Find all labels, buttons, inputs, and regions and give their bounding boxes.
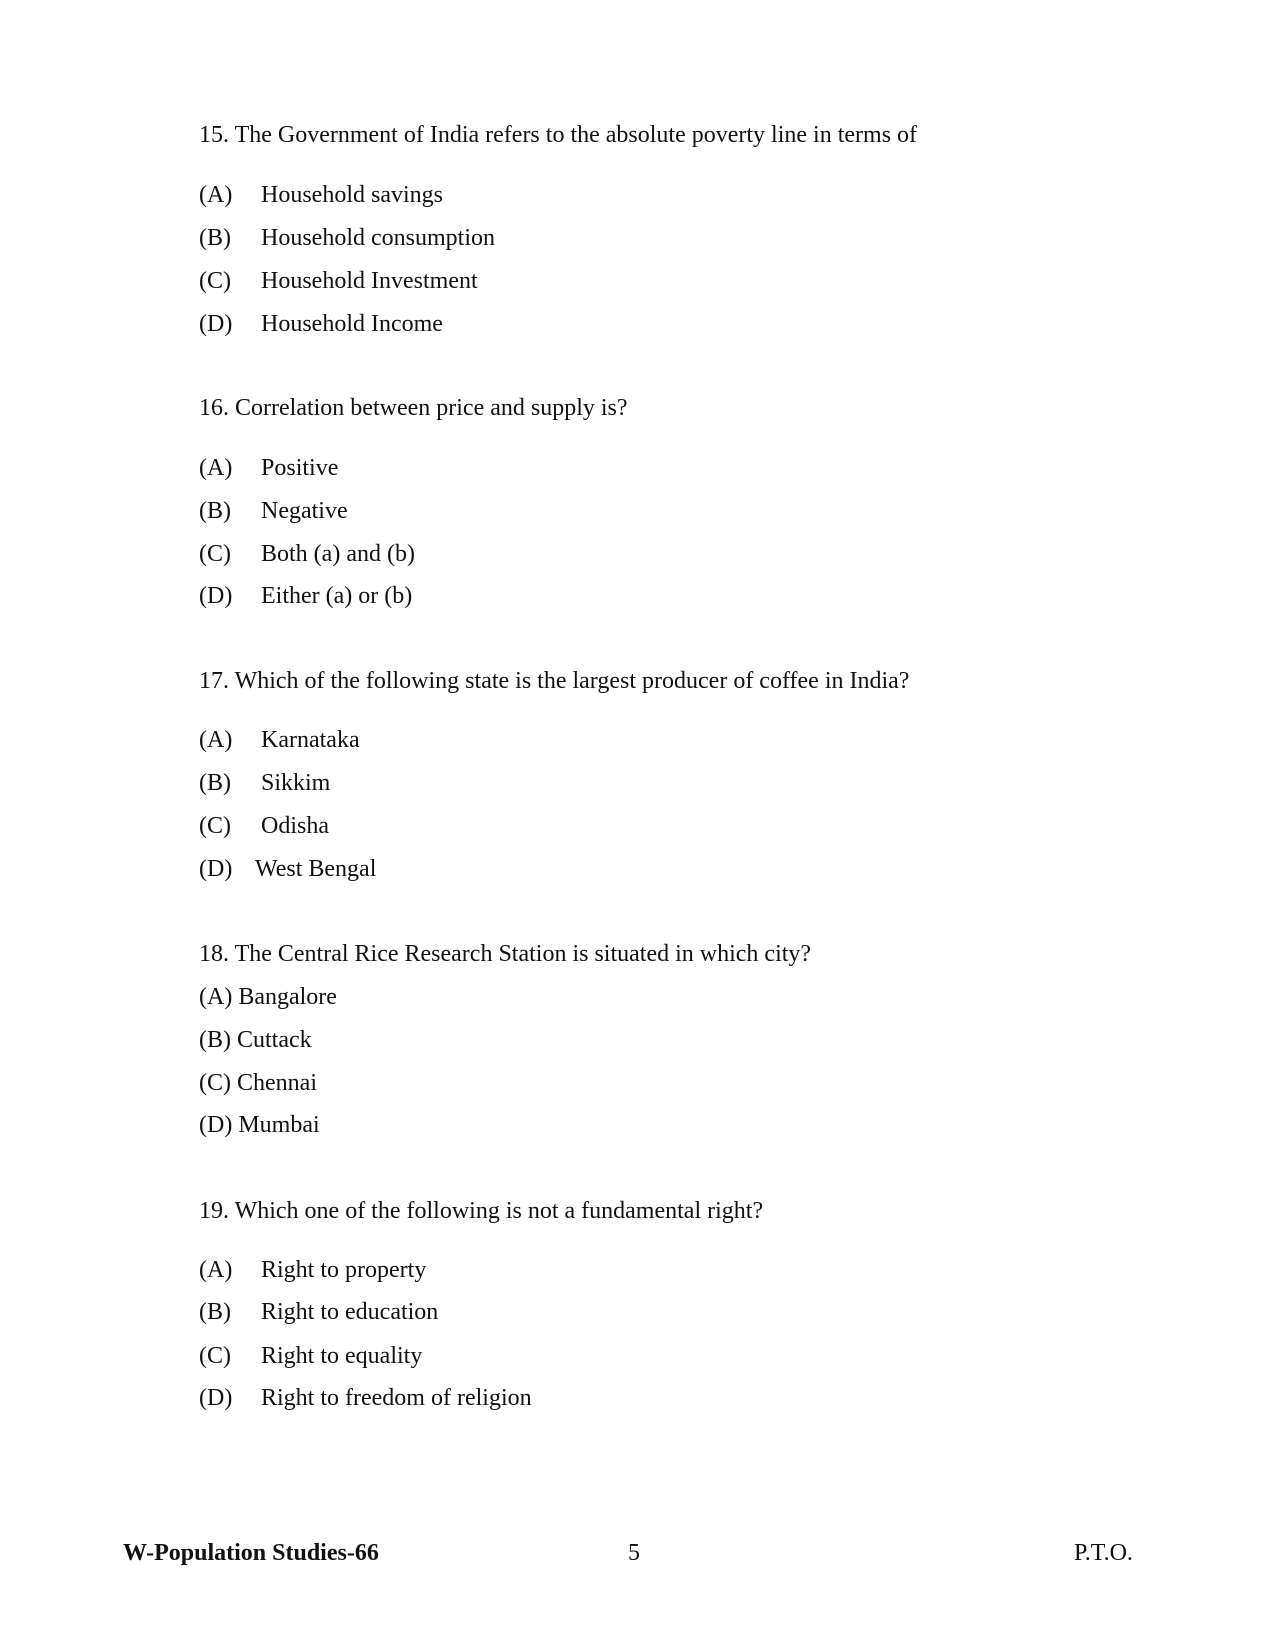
option-text: Cuttack [237, 1027, 312, 1053]
question-19-option-b [199, 1297, 438, 1327]
option-label: (C) [199, 541, 231, 567]
option-text: Mumbai [238, 1112, 320, 1138]
question-19-option-a [199, 1255, 426, 1285]
option-label: (C) [199, 1070, 231, 1096]
option-label: (D) [199, 311, 233, 337]
option-text: Either (a) or (b) [261, 583, 413, 609]
option-label: (B) [199, 1027, 231, 1053]
question-16-option-c [199, 539, 415, 569]
option-text: Right to freedom of religion [261, 1385, 532, 1411]
option-label: (B) [199, 1299, 231, 1325]
question-18-option-b [199, 1025, 312, 1055]
option-text: Household consumption [261, 225, 495, 251]
option-label: (D) [199, 583, 233, 609]
question-17-option-b [199, 768, 330, 798]
question-17-option-c [199, 811, 329, 841]
option-text: Negative [261, 498, 348, 524]
question-15-option-a [199, 180, 443, 210]
option-text: Both (a) and (b) [261, 541, 415, 567]
option-label: (A) [199, 984, 233, 1010]
option-label: (C) [199, 1343, 231, 1369]
question-16-option-d [199, 581, 412, 611]
option-label: (B) [199, 770, 231, 796]
question-17-option-d [199, 854, 376, 884]
option-text: West Bengal [255, 856, 377, 882]
footer-paper-code: W-Population Studies-66 [123, 1540, 379, 1566]
option-label: (D) [199, 1385, 233, 1411]
question-15-option-b [199, 223, 495, 253]
question-18-text: 18. The Central Rice Research Station is situated in which city? [199, 941, 812, 967]
question-17-option-a [199, 725, 360, 755]
question-19-option-d [199, 1383, 532, 1413]
option-label: (A) [199, 1257, 233, 1283]
option-text: Odisha [261, 813, 329, 839]
question-16-text: 16. Correlation between price and supply is? [199, 395, 628, 421]
option-text: Positive [261, 455, 339, 481]
option-text: Chennai [237, 1070, 317, 1096]
option-label: (C) [199, 268, 231, 294]
question-15-text: 15. The Government of India refers to the absolute poverty line in terms of [199, 122, 918, 148]
option-text: Right to property [261, 1257, 427, 1283]
question-18-option-a [199, 982, 337, 1012]
option-text: Right to education [261, 1299, 439, 1325]
question-18-option-c [199, 1068, 317, 1098]
question-16-option-a [199, 453, 338, 483]
footer-pto: P.T.O. [1074, 1540, 1133, 1566]
question-19-text: 19. Which one of the following is not a fundamental right? [199, 1198, 764, 1224]
option-label: (A) [199, 727, 233, 753]
option-text: Bangalore [238, 984, 337, 1010]
option-label: (A) [199, 182, 233, 208]
question-18-option-d [199, 1110, 320, 1140]
question-15-option-d [199, 309, 443, 339]
footer-page-number: 5 [628, 1540, 640, 1566]
option-text: Sikkim [261, 770, 331, 796]
question-17-text: 17. Which of the following state is the largest producer of coffee in India? [199, 668, 910, 694]
option-text: Household Income [261, 311, 443, 337]
option-label: (B) [199, 498, 231, 524]
option-label: (D) [199, 1112, 233, 1138]
question-15-option-c [199, 266, 478, 296]
option-label: (C) [199, 813, 231, 839]
option-label: (B) [199, 225, 231, 251]
option-text: Karnataka [261, 727, 360, 753]
option-label: (D) [199, 856, 233, 882]
question-19-option-c [199, 1341, 422, 1371]
option-text: Household Investment [261, 268, 478, 294]
option-text: Right to equality [261, 1343, 423, 1369]
option-label: (A) [199, 455, 233, 481]
question-16-option-b [199, 496, 348, 526]
option-text: Household savings [261, 182, 443, 208]
